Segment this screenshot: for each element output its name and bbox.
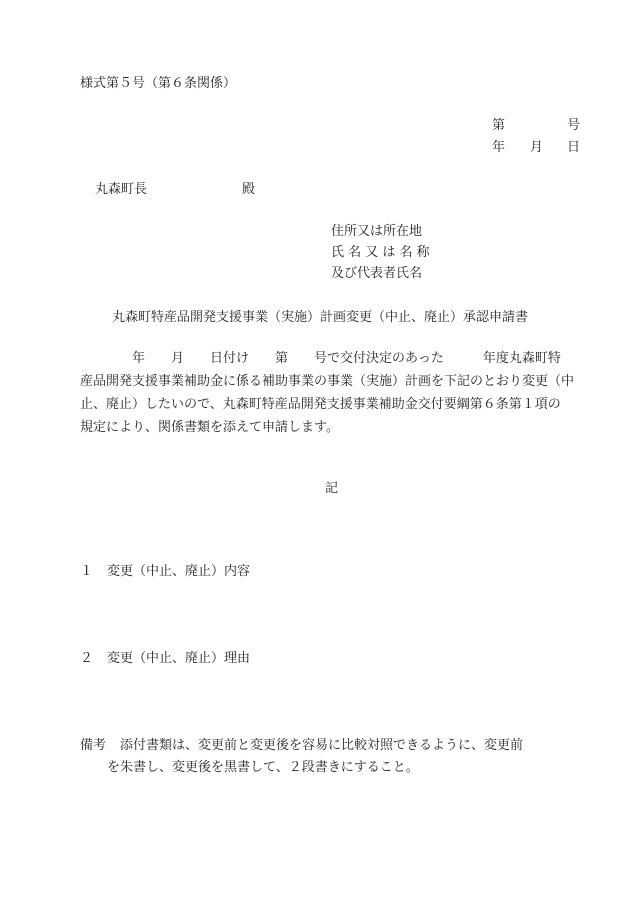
body-line: 規定により、関係書類を添えて申請します。 [80, 420, 339, 435]
body-line: 産品開発支援事業補助金に係る補助事業の事業（実施）計画を下記のとおり変更（中 [80, 374, 575, 389]
item-1-label: 変更（中止、廃止）内容 [107, 564, 251, 579]
addressee-honorific: 殿 [242, 182, 256, 197]
document-title: 丸森町特産品開発支援事業（実施）計画変更（中止、廃止）承認申請書 [112, 310, 529, 325]
body-line: 年 月 日付け 第 号で交付決定のあった 年度丸森町特 [80, 351, 561, 366]
doc-date-year: 年 [492, 140, 506, 155]
item-2-label: 変更（中止、廃止）理由 [107, 651, 251, 666]
body-line: 止、廃止）したいので、丸森町特産品開発支援事業補助金交付要綱第６条第１項の [80, 397, 561, 412]
body-paragraph [80, 347, 586, 439]
note-line: 添付書類は、変更前と変更後を容易に比較対照できるように、変更前 [120, 738, 524, 753]
applicant-address-label: 住所又は所在地 [331, 224, 423, 239]
doc-date-month: 月 [530, 140, 544, 155]
applicant-name-label: 氏 名 又 は 名 称 [331, 245, 430, 260]
addressee-name: 丸森町長 [95, 182, 148, 197]
ki-heading: 記 [325, 481, 339, 496]
item-2-number: ２ [80, 651, 94, 666]
doc-date-day: 日 [567, 140, 581, 155]
doc-number-suffix: 号 [567, 118, 581, 133]
note-line: を朱書し、変更後を黒書して、２段書きにすること。 [107, 760, 419, 775]
item-1-number: １ [80, 564, 94, 579]
applicant-representative-label: 及び代表者氏名 [331, 266, 423, 281]
form-label: 様式第５号（第６条関係） [80, 76, 237, 91]
doc-number-prefix: 第 [492, 118, 506, 133]
note-label: 備考 [80, 738, 107, 753]
